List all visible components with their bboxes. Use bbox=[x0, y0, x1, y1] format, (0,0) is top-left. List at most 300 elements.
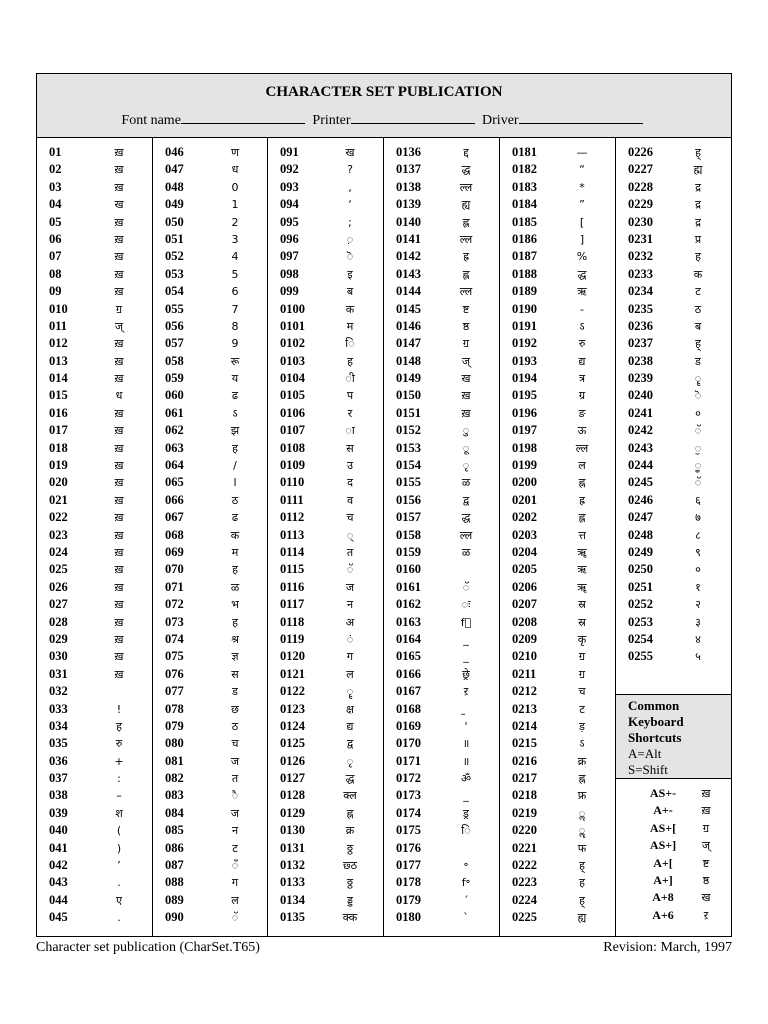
code-row bbox=[500, 822, 615, 839]
code-row bbox=[153, 614, 267, 631]
char-code: 0229 bbox=[628, 197, 653, 212]
code-row bbox=[500, 544, 615, 561]
char-glyph: न bbox=[231, 824, 239, 838]
char-glyph: 2 bbox=[231, 215, 239, 229]
char-glyph: रु bbox=[115, 737, 123, 751]
code-row bbox=[500, 405, 615, 422]
char-code: 098 bbox=[280, 266, 299, 281]
char-glyph: * bbox=[579, 180, 585, 194]
shortcuts-title-line-3: Shortcuts bbox=[628, 730, 682, 745]
code-row bbox=[500, 631, 615, 648]
char-glyph: f॰ bbox=[461, 876, 471, 890]
char-code: 010 bbox=[49, 301, 68, 316]
code-row bbox=[616, 440, 731, 457]
code-row bbox=[153, 509, 267, 526]
code-row bbox=[384, 196, 499, 213]
code-row bbox=[384, 283, 499, 300]
code-row bbox=[500, 874, 615, 891]
code-row bbox=[500, 440, 615, 457]
char-code: 031 bbox=[49, 666, 68, 681]
char-code: 0244 bbox=[628, 458, 653, 473]
code-row bbox=[268, 266, 383, 283]
char-glyph: ॰ bbox=[463, 859, 469, 873]
character-grid bbox=[37, 138, 731, 936]
char-glyph: श bbox=[115, 806, 123, 820]
char-code: 0166 bbox=[396, 666, 421, 681]
code-row bbox=[153, 874, 267, 891]
char-glyph: ऽ bbox=[232, 406, 238, 420]
char-glyph: ह्ल bbox=[578, 511, 586, 525]
char-glyph: ह्म bbox=[693, 163, 703, 177]
shortcut-row bbox=[616, 889, 731, 906]
char-code: 05 bbox=[49, 214, 62, 229]
code-row bbox=[37, 892, 152, 909]
char-glyph: / bbox=[233, 459, 237, 473]
char-code: 0116 bbox=[280, 579, 305, 594]
char-code: 0249 bbox=[628, 544, 653, 559]
char-glyph: न bbox=[346, 598, 354, 612]
char-code: 0198 bbox=[512, 440, 537, 455]
char-glyph: ख़ bbox=[114, 215, 124, 229]
code-row bbox=[384, 701, 499, 718]
char-code: 073 bbox=[165, 614, 184, 629]
code-row bbox=[268, 527, 383, 544]
code-row bbox=[153, 179, 267, 196]
char-code: 07 bbox=[49, 249, 62, 264]
char-glyph: प bbox=[346, 389, 354, 403]
code-row bbox=[37, 874, 152, 891]
char-code: 018 bbox=[49, 440, 68, 455]
char-code: 0210 bbox=[512, 649, 537, 664]
char-glyph: ´ bbox=[463, 893, 469, 907]
code-row bbox=[384, 683, 499, 700]
char-code: 014 bbox=[49, 371, 68, 386]
code-row bbox=[153, 440, 267, 457]
char-glyph: _ bbox=[463, 650, 469, 664]
code-row bbox=[37, 457, 152, 474]
code-row bbox=[268, 457, 383, 474]
char-glyph: ब bbox=[346, 285, 354, 299]
char-glyph: क्ल bbox=[343, 789, 357, 803]
code-row bbox=[153, 231, 267, 248]
char-code: 046 bbox=[165, 145, 184, 159]
shortcut-glyph: ज् bbox=[701, 839, 711, 853]
code-row bbox=[384, 579, 499, 596]
code-row bbox=[153, 718, 267, 735]
char-code: 039 bbox=[49, 805, 68, 820]
code-row bbox=[268, 387, 383, 404]
char-code: 023 bbox=[49, 527, 68, 542]
code-row bbox=[37, 214, 152, 231]
char-glyph: ब bbox=[694, 319, 702, 333]
code-row bbox=[37, 857, 152, 874]
char-code: 063 bbox=[165, 440, 184, 455]
char-glyph: क bbox=[693, 267, 703, 281]
code-row bbox=[384, 666, 499, 683]
char-glyph: ँ bbox=[231, 859, 239, 873]
code-row bbox=[384, 892, 499, 909]
code-row bbox=[153, 805, 267, 822]
char-code: 0181 bbox=[512, 145, 537, 159]
char-glyph: 3 bbox=[231, 232, 239, 246]
char-glyph: ज bbox=[230, 806, 240, 820]
code-row bbox=[37, 422, 152, 439]
char-code: 0111 bbox=[280, 492, 304, 507]
char-code: 0123 bbox=[280, 701, 305, 716]
char-code: 0154 bbox=[396, 458, 421, 473]
char-glyph: द्व bbox=[346, 737, 354, 751]
char-code: 0239 bbox=[628, 371, 653, 386]
code-row bbox=[616, 561, 731, 578]
char-glyph: ल bbox=[578, 459, 586, 473]
char-glyph: ु bbox=[462, 424, 470, 438]
char-glyph: 1 bbox=[231, 198, 239, 212]
char-code: 081 bbox=[165, 753, 184, 768]
char-glyph: ॣ bbox=[578, 824, 586, 838]
char-code: 0167 bbox=[396, 684, 421, 699]
char-code: 055 bbox=[165, 301, 184, 316]
shortcuts-title-line-1: Common bbox=[628, 698, 680, 713]
char-glyph: ळ bbox=[230, 580, 240, 594]
char-code: 0221 bbox=[512, 840, 537, 855]
char-glyph: ह्र bbox=[463, 250, 469, 264]
char-code: 097 bbox=[280, 249, 299, 264]
char-glyph: ठ bbox=[231, 719, 239, 733]
code-row bbox=[384, 179, 499, 196]
char-code: 03 bbox=[49, 179, 62, 194]
char-glyph: ल्ल bbox=[575, 441, 589, 455]
shortcut-keys: A+- bbox=[653, 803, 673, 818]
char-glyph: 6 bbox=[231, 285, 239, 299]
code-row bbox=[153, 144, 267, 161]
char-glyph: ऱ bbox=[463, 685, 469, 699]
char-glyph: ख़ bbox=[114, 476, 124, 490]
char-glyph: ! bbox=[116, 702, 122, 716]
code-row bbox=[37, 335, 152, 352]
char-code: 0107 bbox=[280, 423, 305, 438]
code-row bbox=[153, 840, 267, 857]
char-code: 0171 bbox=[396, 753, 421, 768]
char-code: 0183 bbox=[512, 179, 537, 194]
char-code: 0148 bbox=[396, 353, 421, 368]
char-glyph: ॅ bbox=[462, 580, 470, 594]
code-row bbox=[384, 527, 499, 544]
char-code: 0228 bbox=[628, 179, 653, 194]
char-glyph: रू bbox=[230, 354, 240, 368]
char-code: 0151 bbox=[396, 405, 421, 420]
char-code: 0231 bbox=[628, 231, 653, 246]
char-glyph: ॅ bbox=[231, 911, 239, 925]
char-glyph: ठ्ठ bbox=[346, 876, 354, 890]
code-row bbox=[384, 840, 499, 857]
char-glyph: ] bbox=[579, 232, 585, 246]
char-code: 054 bbox=[165, 284, 184, 299]
char-glyph: ऊ bbox=[577, 424, 587, 438]
char-glyph: ` bbox=[463, 911, 469, 925]
code-row bbox=[616, 422, 731, 439]
char-glyph: ’ bbox=[117, 859, 121, 873]
char-code: 06 bbox=[49, 231, 62, 246]
char-code: 021 bbox=[49, 492, 68, 507]
char-code: 066 bbox=[165, 492, 184, 507]
code-row bbox=[268, 614, 383, 631]
char-code: 0157 bbox=[396, 510, 421, 525]
char-code: 050 bbox=[165, 214, 184, 229]
char-glyph: ख़ bbox=[114, 163, 124, 177]
char-code: 028 bbox=[49, 614, 68, 629]
shortcuts-legend-alt: A=Alt bbox=[628, 746, 662, 761]
char-code: 0204 bbox=[512, 544, 537, 559]
char-glyph: ) bbox=[116, 841, 122, 855]
code-row bbox=[268, 822, 383, 839]
char-glyph: झ bbox=[230, 424, 240, 438]
char-code: 0138 bbox=[396, 179, 421, 194]
char-glyph: ख़ bbox=[114, 232, 124, 246]
char-code: 0224 bbox=[512, 892, 537, 907]
char-glyph: ि bbox=[345, 337, 355, 351]
code-row bbox=[268, 753, 383, 770]
char-glyph: ळ bbox=[461, 476, 471, 490]
char-glyph: — bbox=[576, 146, 588, 159]
code-row bbox=[37, 527, 152, 544]
char-code: 036 bbox=[49, 753, 68, 768]
char-glyph: ॅ bbox=[346, 563, 354, 577]
code-row bbox=[37, 579, 152, 596]
code-row bbox=[153, 527, 267, 544]
char-glyph: १ bbox=[695, 580, 701, 594]
char-code: 030 bbox=[49, 649, 68, 664]
char-code: 044 bbox=[49, 892, 68, 907]
char-glyph: 7 bbox=[231, 302, 239, 316]
char-code: 067 bbox=[165, 510, 184, 525]
char-glyph: ह् bbox=[579, 859, 585, 873]
char-glyph: ज bbox=[230, 754, 240, 768]
char-code: 019 bbox=[49, 458, 68, 473]
char-glyph: ख़ bbox=[114, 511, 124, 525]
char-code: 0191 bbox=[512, 318, 537, 333]
char-code: 025 bbox=[49, 562, 68, 577]
code-row bbox=[384, 509, 499, 526]
code-row bbox=[153, 474, 267, 491]
char-glyph: ख़ bbox=[114, 354, 124, 368]
code-row bbox=[616, 196, 731, 213]
char-glyph: % bbox=[576, 250, 588, 264]
char-code: 086 bbox=[165, 840, 184, 855]
code-row bbox=[616, 614, 731, 631]
char-code: 078 bbox=[165, 701, 184, 716]
code-row bbox=[153, 631, 267, 648]
char-glyph: ॠ bbox=[577, 545, 587, 559]
char-code: 0202 bbox=[512, 510, 537, 525]
code-row bbox=[500, 370, 615, 387]
char-code: 0110 bbox=[280, 475, 305, 490]
code-row bbox=[268, 579, 383, 596]
char-code: 052 bbox=[165, 249, 184, 264]
code-column-3 bbox=[268, 138, 384, 936]
char-glyph: क bbox=[345, 302, 355, 316]
sheet-header bbox=[37, 74, 731, 138]
char-glyph: ज bbox=[345, 580, 355, 594]
char-code: 033 bbox=[49, 701, 68, 716]
code-row bbox=[500, 666, 615, 683]
char-glyph: ड्ड bbox=[347, 893, 353, 907]
char-code: 0247 bbox=[628, 510, 653, 525]
char-glyph: ख़ bbox=[114, 250, 124, 264]
char-code: 0103 bbox=[280, 353, 305, 368]
code-row bbox=[268, 683, 383, 700]
char-glyph: ङ bbox=[578, 406, 586, 420]
code-row bbox=[153, 735, 267, 752]
char-code: 077 bbox=[165, 684, 184, 699]
char-glyph: ॆ bbox=[346, 250, 354, 264]
char-glyph: ह्न bbox=[346, 806, 354, 820]
char-glyph: द्व bbox=[462, 493, 470, 507]
char-code: 060 bbox=[165, 388, 184, 403]
char-code: 040 bbox=[49, 823, 68, 838]
char-code: 0227 bbox=[628, 162, 653, 177]
char-glyph: ळ bbox=[461, 545, 471, 559]
printer-label: Printer bbox=[312, 113, 351, 128]
char-glyph: ? bbox=[347, 163, 353, 177]
code-row bbox=[616, 283, 731, 300]
char-code: 0160 bbox=[396, 562, 421, 577]
char-code: 047 bbox=[165, 162, 184, 177]
char-glyph: ग bbox=[231, 876, 239, 890]
char-glyph: ठ bbox=[231, 493, 239, 507]
char-code: 0159 bbox=[396, 544, 421, 559]
char-code: 0137 bbox=[396, 162, 421, 177]
char-glyph: ख़ bbox=[114, 424, 124, 438]
code-row bbox=[616, 631, 731, 648]
char-code: 0178 bbox=[396, 875, 421, 890]
char-code: 0112 bbox=[280, 510, 305, 525]
code-row bbox=[37, 301, 152, 318]
code-column-6 bbox=[616, 138, 731, 936]
char-glyph: 0 bbox=[231, 180, 239, 194]
code-row bbox=[153, 857, 267, 874]
code-row bbox=[37, 161, 152, 178]
char-code: 0213 bbox=[512, 701, 537, 716]
char-code: 0248 bbox=[628, 527, 653, 542]
code-column-5 bbox=[500, 138, 616, 936]
char-code: 0165 bbox=[396, 649, 421, 664]
char-glyph: फ bbox=[577, 841, 587, 855]
char-code: 099 bbox=[280, 284, 299, 299]
char-code: 0120 bbox=[280, 649, 305, 664]
char-glyph: च bbox=[578, 685, 586, 699]
char-glyph: स्र bbox=[578, 615, 586, 629]
char-code: 0245 bbox=[628, 475, 653, 490]
code-row bbox=[37, 648, 152, 665]
code-row bbox=[500, 266, 615, 283]
char-glyph: ह्न bbox=[578, 772, 586, 786]
code-row bbox=[500, 161, 615, 178]
char-glyph: ॻ bbox=[115, 302, 123, 316]
char-code: 074 bbox=[165, 631, 184, 646]
char-code: 0132 bbox=[280, 858, 305, 873]
shortcut-keys: A+8 bbox=[652, 890, 674, 905]
char-code: 0220 bbox=[512, 823, 537, 838]
char-glyph: ह bbox=[347, 354, 353, 368]
code-row bbox=[37, 753, 152, 770]
code-row bbox=[153, 683, 267, 700]
char-code: 0238 bbox=[628, 353, 653, 368]
shortcut-glyph: ख bbox=[701, 891, 711, 905]
char-glyph: ी bbox=[345, 372, 355, 386]
char-code: 0175 bbox=[396, 823, 421, 838]
char-glyph: श्र bbox=[231, 632, 239, 646]
code-row bbox=[384, 474, 499, 491]
char-glyph: २ bbox=[695, 598, 701, 612]
code-row bbox=[268, 857, 383, 874]
char-code: 0192 bbox=[512, 336, 537, 351]
char-glyph: 5 bbox=[231, 267, 239, 281]
char-glyph: ख़ bbox=[114, 650, 124, 664]
shortcuts-header bbox=[616, 695, 731, 779]
char-code: 0179 bbox=[396, 892, 421, 907]
code-row bbox=[616, 248, 731, 265]
char-glyph: ह bbox=[232, 563, 238, 577]
code-row bbox=[616, 214, 731, 231]
char-glyph: ५ bbox=[695, 650, 701, 664]
char-glyph: ॥ bbox=[462, 754, 470, 768]
char-glyph: ू bbox=[462, 441, 470, 455]
char-code: 061 bbox=[165, 405, 184, 420]
code-row bbox=[153, 370, 267, 387]
char-code: 0134 bbox=[280, 892, 305, 907]
code-row bbox=[37, 353, 152, 370]
char-code: 027 bbox=[49, 597, 68, 612]
code-row bbox=[268, 440, 383, 457]
code-row bbox=[268, 666, 383, 683]
char-code: 0124 bbox=[280, 718, 305, 733]
char-glyph: छ bbox=[231, 702, 239, 716]
code-row bbox=[616, 266, 731, 283]
code-row bbox=[268, 283, 383, 300]
code-row bbox=[500, 179, 615, 196]
char-glyph: ह्य bbox=[461, 198, 471, 212]
shortcuts-title-line-2: Keyboard bbox=[628, 714, 684, 729]
code-row bbox=[500, 457, 615, 474]
char-code: 0161 bbox=[396, 579, 421, 594]
char-glyph: ़ bbox=[346, 232, 354, 246]
code-row bbox=[616, 405, 731, 422]
char-glyph: ० bbox=[695, 406, 701, 420]
char-glyph: ख़ bbox=[114, 372, 124, 386]
code-row bbox=[500, 283, 615, 300]
char-glyph: ८ bbox=[695, 528, 701, 542]
char-code: 0174 bbox=[396, 805, 421, 820]
char-glyph: ष्ट bbox=[462, 302, 470, 316]
char-glyph: – bbox=[116, 789, 122, 803]
driver-label: Driver bbox=[482, 113, 519, 128]
char-glyph: ढ bbox=[231, 511, 239, 525]
char-code: 089 bbox=[165, 892, 184, 907]
char-code: 079 bbox=[165, 718, 184, 733]
shortcuts-legend-shift: S=Shift bbox=[628, 762, 668, 777]
char-glyph: प्र bbox=[694, 232, 702, 246]
code-column-4 bbox=[384, 138, 500, 936]
char-glyph: _ bbox=[463, 789, 469, 803]
char-code: 072 bbox=[165, 597, 184, 612]
char-glyph: , bbox=[348, 180, 352, 194]
code-row bbox=[153, 822, 267, 839]
char-code: 0182 bbox=[512, 162, 537, 177]
code-row bbox=[384, 596, 499, 613]
char-glyph: द्य bbox=[346, 719, 354, 733]
char-code: 093 bbox=[280, 179, 299, 194]
char-glyph: ह्य bbox=[577, 911, 587, 925]
